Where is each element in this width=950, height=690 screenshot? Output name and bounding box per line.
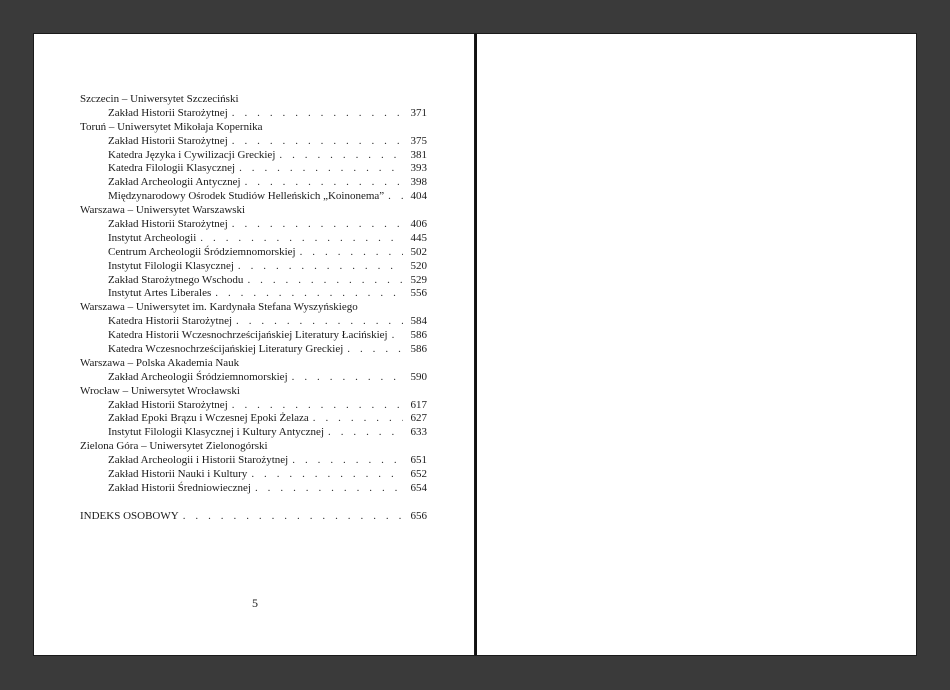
- page-number: 5: [252, 596, 258, 610]
- toc-leader-dots: [313, 412, 403, 426]
- toc-page-number: 586: [410, 343, 427, 356]
- toc-entry: [80, 260, 427, 274]
- toc-entry: [80, 412, 427, 426]
- right-page: [475, 33, 917, 656]
- toc-leader-dots: [255, 482, 403, 496]
- toc-entry: [80, 399, 427, 413]
- toc-page-number: 381: [410, 148, 427, 161]
- toc-leader-dots: [392, 329, 403, 343]
- toc-entry: [80, 468, 427, 482]
- toc-entry: [80, 343, 427, 357]
- toc-label: Instytut Archeologii: [108, 231, 197, 244]
- toc-page-number: 654: [410, 481, 427, 494]
- toc-label: Centrum Archeologii Śródziemnomorskiej: [108, 245, 296, 258]
- toc-leader-dots: [238, 260, 403, 274]
- toc-label: Zakład Historii Starożytnej: [108, 106, 228, 119]
- toc-entry: [80, 315, 427, 329]
- toc-page-number: 406: [410, 218, 427, 230]
- toc-entry: [80, 107, 427, 121]
- toc-leader-dots: [236, 315, 403, 329]
- toc-page-number: 586: [410, 329, 427, 342]
- toc-leader-dots: [300, 246, 403, 260]
- toc-label: Międzynarodowy Ośrodek Studiów Helleńskich „Koinonema”: [108, 190, 385, 203]
- toc-page-number: 627: [410, 412, 427, 425]
- toc-label: Katedra Historii Starożytnej: [108, 315, 233, 328]
- toc-label: Zakład Historii Starożytnej: [108, 398, 228, 411]
- toc-label: Warszawa – Uniwersytet Warszawski: [80, 204, 246, 217]
- toc-leader-dots: [292, 371, 403, 385]
- toc-label: Toruń – Uniwersytet Mikołaja Kopernika: [80, 120, 263, 133]
- toc-label: Zakład Starożytnego Wschodu: [108, 273, 244, 286]
- toc-heading: [80, 385, 427, 399]
- toc-label: Katedra Historii Wczesnochrześcijańskiej Literatury Łacińskiej: [108, 329, 388, 342]
- toc-label: Zakład Archeologii Antycznej: [108, 176, 241, 189]
- toc-leader-dots: [292, 454, 403, 468]
- toc-label: Warszawa – Uniwersytet im. Kardynała Stefana Wyszyńskiego: [80, 301, 358, 314]
- toc-page-number: 520: [410, 259, 427, 272]
- toc-entry: [80, 482, 427, 496]
- toc-entry: [80, 190, 427, 204]
- toc-page-number: 393: [410, 162, 427, 175]
- toc-page-number: 445: [410, 231, 427, 244]
- toc-leader-dots: [347, 343, 403, 357]
- toc-entry: [80, 135, 427, 149]
- left-page: [33, 33, 475, 656]
- toc-label: Zakład Archeologii Śródziemnomorskiej: [108, 370, 288, 383]
- toc-page-number: 584: [410, 315, 427, 328]
- toc-entry: [80, 162, 427, 176]
- toc-heading: [80, 93, 427, 107]
- toc-page-number: 398: [410, 176, 427, 189]
- toc-page-number: 633: [410, 426, 427, 439]
- toc-heading: [80, 121, 427, 135]
- toc-entry: [80, 287, 427, 301]
- toc-entry: [80, 454, 427, 468]
- toc-leader-dots: [232, 107, 403, 121]
- toc-page-number: 502: [410, 245, 427, 258]
- toc-entry: [80, 371, 427, 385]
- toc-page-number: 656: [410, 509, 427, 522]
- toc-leader-dots: [215, 287, 403, 301]
- toc-leader-dots: [232, 218, 403, 232]
- toc-leader-dots: [200, 232, 403, 246]
- toc-page-number: 617: [410, 398, 427, 411]
- toc-entry: [80, 246, 427, 260]
- toc-label: Warszawa – Polska Akademia Nauk: [80, 356, 240, 369]
- toc-leader-dots: [328, 426, 403, 440]
- toc-page-number: 375: [410, 134, 427, 147]
- toc-leader-dots: [388, 190, 403, 204]
- toc-heading: [80, 301, 427, 315]
- toc-heading: [80, 440, 427, 454]
- toc-leader-dots: [279, 149, 403, 163]
- toc-entry: [80, 329, 427, 343]
- toc-label: Katedra Filologii Klasycznej: [108, 162, 236, 175]
- toc-label: Katedra Wczesnochrześcijańskiej Literatury Greckiej: [108, 343, 344, 356]
- toc-heading: [80, 357, 427, 371]
- toc-label: Zakład Historii Starożytnej: [108, 134, 228, 147]
- toc-entry: [80, 232, 427, 246]
- toc-page-number: 590: [410, 370, 427, 383]
- toc-entry: [80, 218, 427, 232]
- toc-label: Zakład Historii Starożytnej: [108, 218, 228, 230]
- toc-heading: [80, 510, 427, 524]
- toc-label: Zakład Historii Nauki i Kultury: [108, 468, 248, 481]
- toc-label: Zakład Epoki Brązu i Wczesnej Epoki Żelaza: [108, 412, 309, 425]
- toc-leader-dots: [245, 176, 403, 190]
- toc-label: Zielona Góra – Uniwersytet Zielonogórski: [80, 440, 268, 453]
- toc-entry: [80, 149, 427, 163]
- toc-leader-dots: [247, 274, 403, 288]
- toc-page-number: 371: [410, 106, 427, 119]
- table-of-contents: [80, 93, 427, 524]
- toc-leader-dots: [183, 510, 403, 524]
- toc-leader-dots: [239, 162, 403, 176]
- toc-entry: [80, 176, 427, 190]
- toc-page-number: 556: [410, 287, 427, 300]
- toc-entry: [80, 274, 427, 288]
- toc-label: Katedra Języka i Cywilizacji Greckiej: [108, 148, 276, 161]
- toc-page-number: 651: [410, 454, 427, 467]
- toc-page-number: 529: [410, 273, 427, 286]
- toc-leader-dots: [232, 135, 403, 149]
- toc-spacer: [80, 496, 427, 510]
- toc-leader-dots: [251, 468, 403, 482]
- toc-leader-dots: [232, 399, 403, 413]
- toc-label: Instytut Filologii Klasycznej i Kultury Antycznej: [108, 426, 324, 439]
- toc-label: Instytut Filologii Klasycznej: [108, 259, 234, 272]
- toc-heading: [80, 204, 427, 218]
- toc-label: Instytut Artes Liberales: [108, 287, 212, 300]
- toc-entry: [80, 426, 427, 440]
- toc-label: Zakład Historii Średniowiecznej: [108, 481, 251, 494]
- toc-page-number: 652: [410, 468, 427, 481]
- toc-label: Wrocław – Uniwersytet Wrocławski: [80, 384, 240, 397]
- toc-page-number: 404: [410, 190, 427, 203]
- toc-label: Zakład Archeologii i Historii Starożytnej: [108, 454, 289, 467]
- toc-label: INDEKS OSOBOWY: [80, 509, 179, 522]
- toc-label: Szczecin – Uniwersytet Szczeciński: [80, 92, 239, 105]
